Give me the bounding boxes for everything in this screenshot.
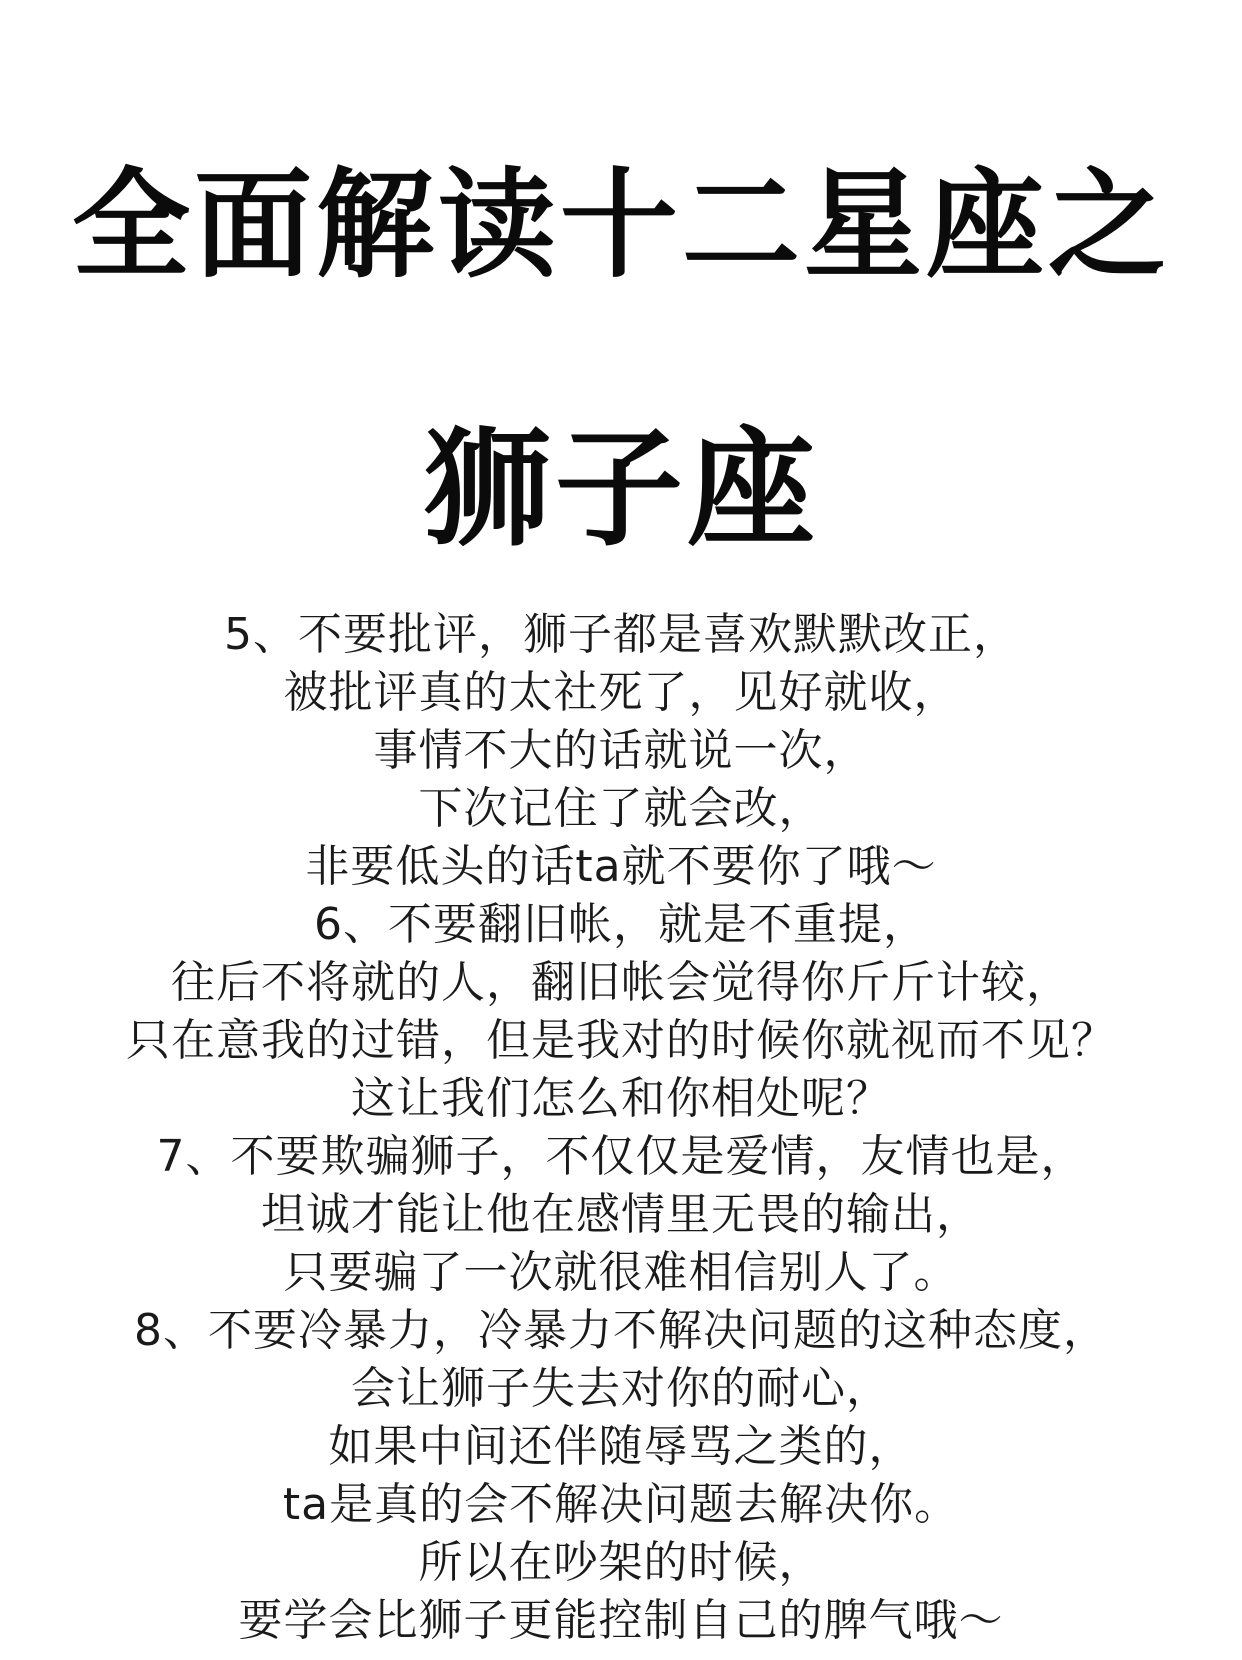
page-subtitle: 狮子座 [422,415,819,564]
body-line: 非要低头的话ta就不要你了哦～ [305,841,937,892]
body-line: 只在意我的过错，但是我对的时候你就视而不见？ [126,1015,1116,1066]
body-line: 7、不要欺骗狮子，不仅仅是爱情，友情也是， [156,1131,1086,1182]
body-line: 要学会比狮子更能控制自己的脾气哦～ [238,1595,1004,1646]
body-line: 8、不要冷暴力，冷暴力不解决问题的这种态度， [134,1305,1108,1356]
body-line: 会让狮子失去对你的耐心， [351,1363,891,1414]
body-line: 只要骗了一次就很难相信别人了。 [283,1247,959,1298]
page-title: 全面解读十二星座之 [71,156,1170,294]
body-line: 6、不要翻旧帐，就是不重提， [314,899,928,950]
body-text [0,606,1242,1650]
body-line: 坦诚才能让他在感情里无畏的输出， [261,1189,981,1240]
body-line: 往后不将就的人，翻旧帐会觉得你斤斤计较， [171,957,1071,1008]
body-line: 事情不大的话就说一次， [373,725,869,776]
body-line: ta是真的会不解决问题去解决你。 [282,1479,960,1530]
body-line: 所以在吵架的时候， [418,1537,824,1588]
body-line: 下次记住了就会改， [418,783,824,834]
body-line: 被批评真的太社死了，见好就收， [283,667,959,718]
body-line: 5、不要批评，狮子都是喜欢默默改正， [224,609,1018,660]
body-line: 如果中间还伴随辱骂之类的， [328,1421,914,1472]
body-line: 这让我们怎么和你相处呢？ [351,1073,891,1124]
